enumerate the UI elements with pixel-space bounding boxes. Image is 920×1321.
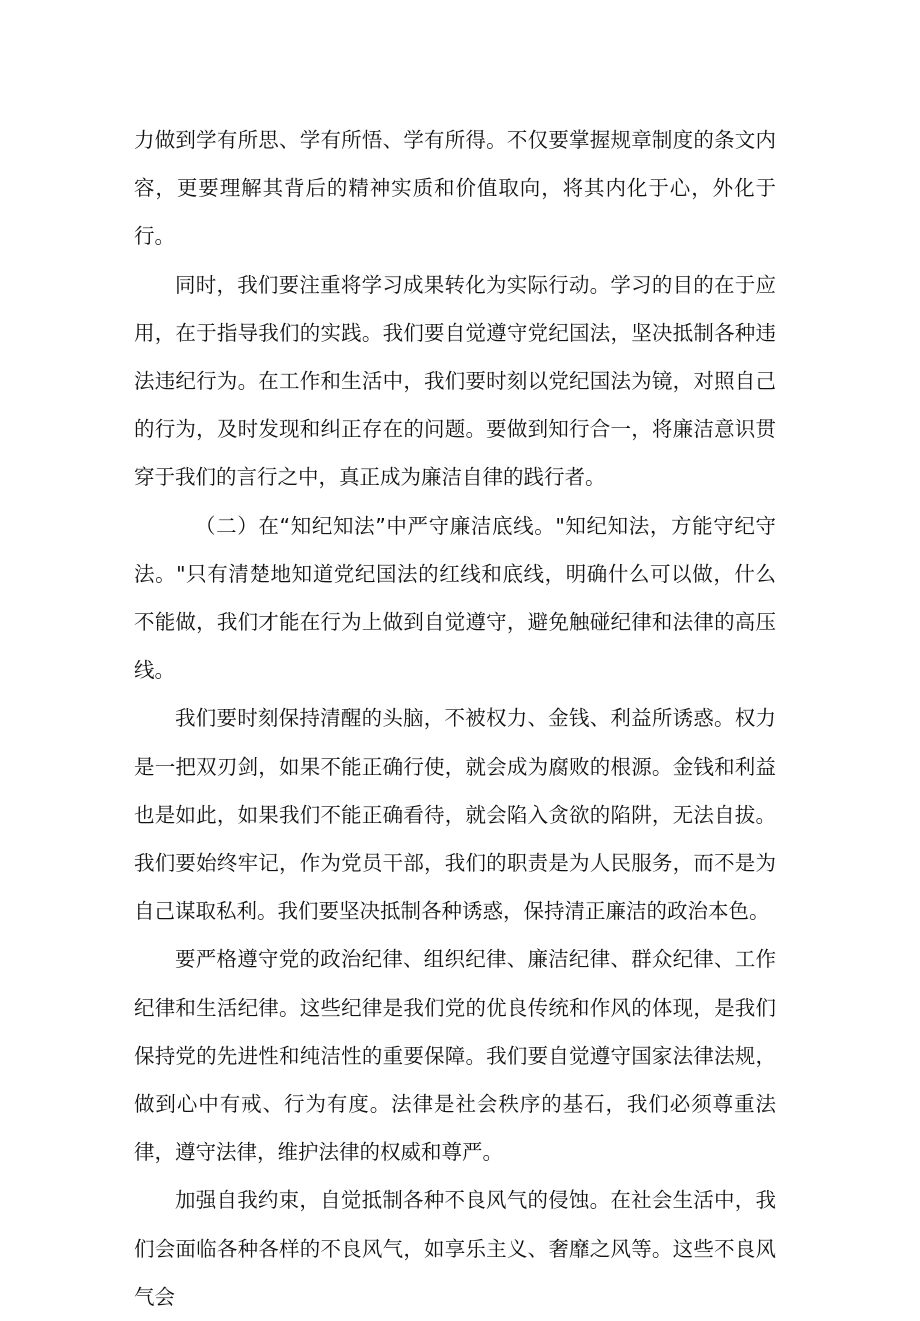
document-body — [134, 116, 776, 1321]
paragraph-temptation: 我们要时刻保持清醒的头脑，不被权力、金钱、利益所诱惑。权力是一把双刃剑，如果不能正确行使，就会成为腐败的根源。金钱和利益也是如此，如果我们不能正确看待，就会陷入贪欲的陷阱，无法自拔。我们要始终牢记，作为党员干部，我们的职责是为人民服务，而不是为自己谋取私利。我们要坚决抵制各种诱惑，保持清正廉洁的政治本色。 — [134, 706, 776, 924]
paragraph-continuation: 力做到学有所思、学有所悟、学有所得。不仅要掌握规章制度的条文内容，更要理解其背后的精神实质和价值取向，将其内化于心，外化于行。 — [134, 128, 776, 249]
paragraph-self-restraint: 加强自我约束，自觉抵制各种不良风气的侵蚀。在社会生活中，我们会面临各种各样的不良风气，如享乐主义、奢靡之风等。这些不良风气会 — [134, 1188, 776, 1309]
section-heading-paragraph: （二）在“知纪知法”中严守廉洁底线。"知纪知法，方能守纪守法。"只有清楚地知道党纪国法的红线和底线，明确什么可以做，什么不能做，我们才能在行为上做到自觉遵守，避免触碰纪律和法律的高压线。 — [134, 513, 776, 683]
paragraph-discipline: 要严格遵守党的政治纪律、组织纪律、廉洁纪律、群众纪律、工作纪律和生活纪律。这些纪律是我们党的优良传统和作风的体现，是我们保持党的先进性和纯洁性的重要保障。我们要自觉遵守国家法律法规，做到心中有戒、行为有度。法律是社会秩序的基石，我们必须尊重法律，遵守法律，维护法律的权威和尊严。 — [134, 947, 776, 1165]
paragraph-action: 同时，我们要注重将学习成果转化为实际行动。学习的目的在于应用，在于指导我们的实践。我们要自觉遵守党纪国法，坚决抵制各种违法违纪行为。在工作和生活中，我们要时刻以党纪国法为镜，对照自己的行为，及时发现和纠正存在的问题。要做到知行合一，将廉洁意识贯穿于我们的言行之中，真正成为廉洁自律的践行者。 — [134, 272, 776, 490]
